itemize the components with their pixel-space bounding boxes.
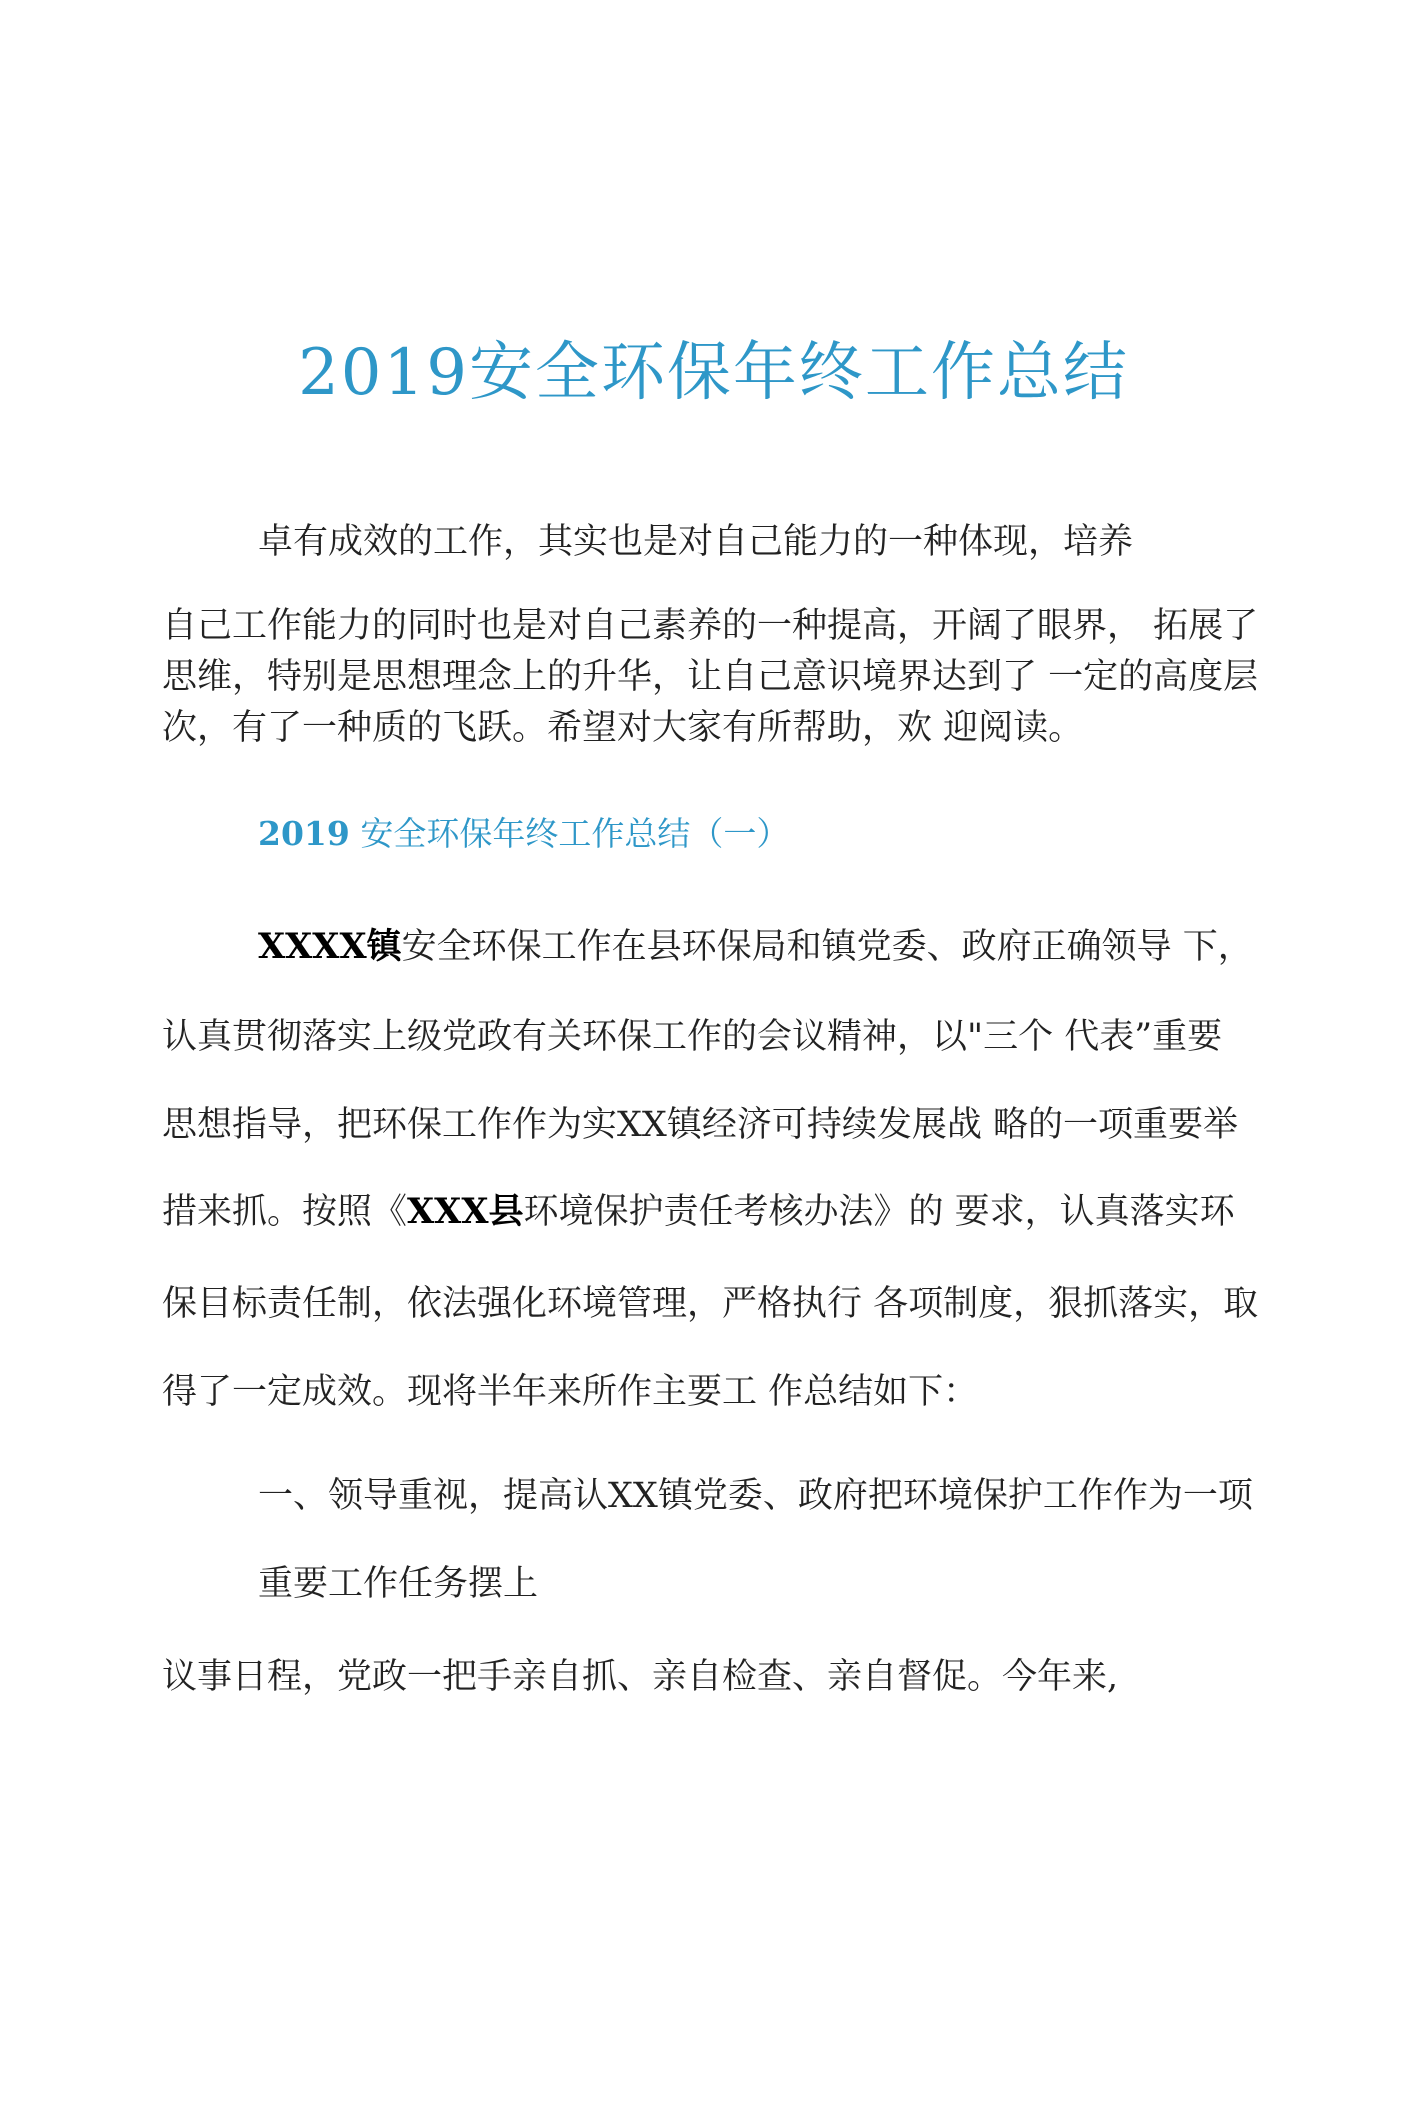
body-line-2: 认真贯彻落实上级党政有关环保工作的会议精神，以"三个 代表”重要 xyxy=(162,1017,1223,1057)
intro-line-4: 次，有了一种质的飞跃。希望对大家有所帮助，欢 迎阅读。 xyxy=(162,708,1084,748)
subtitle-year: 2019 xyxy=(258,814,350,853)
body-line-1 xyxy=(258,925,1253,969)
body-line-5: 保目标责任制，依法强化环境管理，严格执行 各项制度，狠抓落实，取 xyxy=(162,1284,1259,1324)
section-subtitle xyxy=(258,812,789,856)
document-title: 2019安全环保年终工作总结 xyxy=(298,335,1129,410)
intro-line-2: 自己工作能力的同时也是对自己素养的一种提高，开阔了眼界， 拓展了 xyxy=(162,606,1259,646)
subtitle-text: 安全环保年终工作总结（一） xyxy=(349,814,790,853)
intro-line-1: 卓有成效的工作，其实也是对自己能力的一种体现，培养 xyxy=(258,522,1134,562)
body-line-1-text: 安全环保工作在县环保局和镇党委、政府正确领导 下， xyxy=(401,927,1253,967)
body-line-4-b: 环境保护责任考核办法》的 要求，认真落实环 xyxy=(523,1192,1235,1232)
town-name: XXXX镇 xyxy=(258,926,402,967)
body-line-4-a: 措来抓。按照《 xyxy=(162,1192,408,1232)
intro-line-3: 思维，特别是思想理念上的升华，让自己意识境界达到了 一定的高度层 xyxy=(162,657,1259,697)
body-line-3: 思想指导，把环保工作作为实XX镇经济可持续发展战 略的一项重要举 xyxy=(162,1105,1238,1145)
section-1-body-line: 议事日程，党政一把手亲自抓、亲自检查、亲自督促。今年来, xyxy=(162,1657,1119,1697)
section-1-heading-cont: 重要工作任务摆上 xyxy=(258,1564,539,1604)
body-line-4 xyxy=(162,1190,1235,1234)
section-1-heading: 一、领导重视，提高认XX镇党委、政府把环境保护工作作为一项 xyxy=(258,1476,1253,1516)
county-name: XXX县 xyxy=(407,1191,524,1232)
body-line-6: 得了一定成效。现将半年来所作主要工 作总结如下： xyxy=(162,1372,979,1412)
